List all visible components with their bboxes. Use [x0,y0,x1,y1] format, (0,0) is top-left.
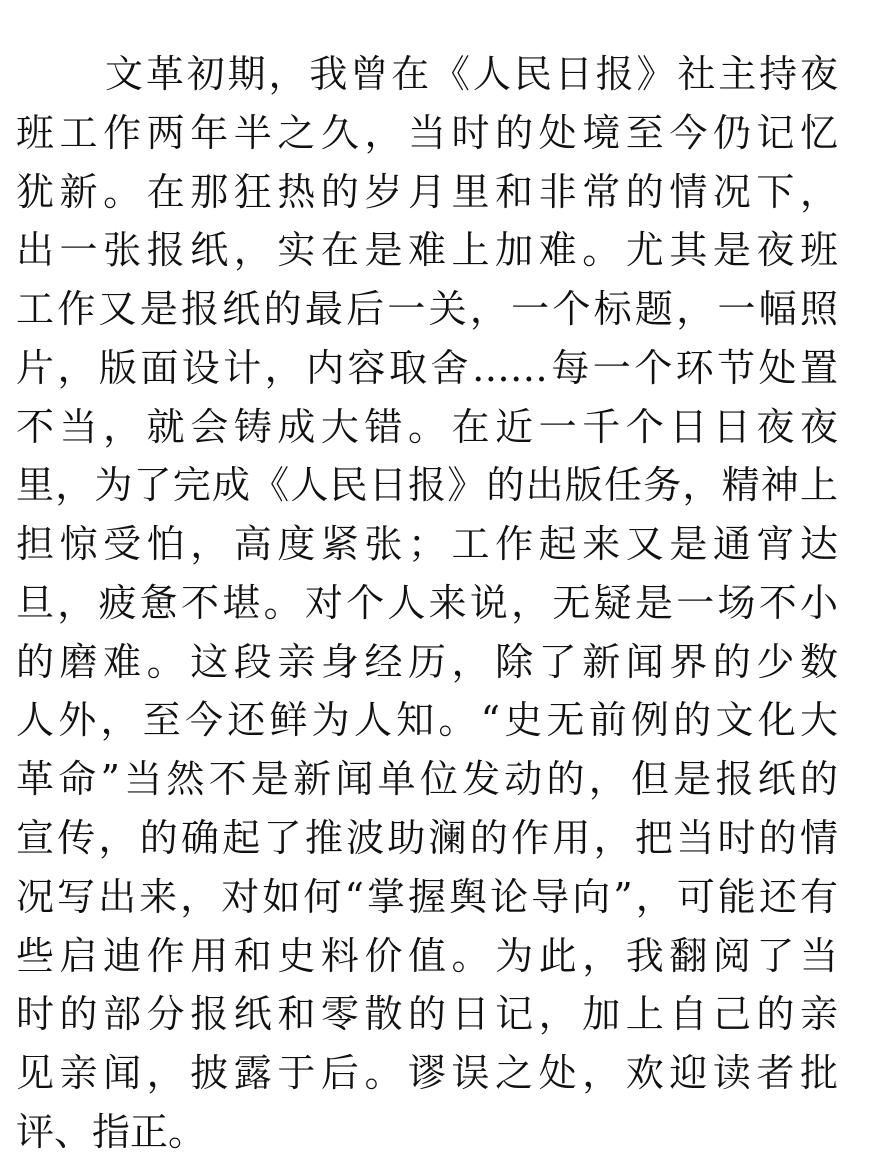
text-line: 班工作两年半之久，当时的处境至今仍记忆 [16,111,838,155]
text-line: 时的部分报纸和零散的日记，加上自己的亲 [16,992,838,1036]
text-line: 出一张报纸，实在是难上加难。尤其是夜班 [16,228,838,272]
text-line: 旦，疲惫不堪。对个人来说，无疑是一场不小 [16,581,838,625]
text-line: 评、指正。 [16,1110,207,1154]
text-line: 见亲闻，披露于后。谬误之处，欢迎读者批 [16,1051,838,1095]
text-line: 宣传，的确起了推波助澜的作用，把当时的情 [16,816,838,860]
text-line: 犹新。在那狂热的岁月里和非常的情况下， [16,170,838,214]
text-line: 工作又是报纸的最后一关，一个标题，一幅照 [16,287,838,331]
text-line: 况写出来，对如何“掌握舆论导向”，可能还有 [16,875,838,919]
text-line: 文革初期，我曾在《人民日报》社主持夜 [105,52,838,96]
text-line: 担惊受怕，高度紧张；工作起来又是通宵达 [16,522,838,566]
text-line: 些启迪作用和史料价值。为此，我翻阅了当 [16,934,838,978]
text-line: 革命”当然不是新闻单位发动的，但是报纸的 [16,757,838,801]
text-line: 不当，就会铸成大错。在近一千个日日夜夜 [16,405,838,449]
text-line: 的磨难。这段亲身经历，除了新闻界的少数 [16,640,838,684]
text-line: 里，为了完成《人民日报》的出版任务，精神上 [16,463,838,507]
text-line: 人外，至今还鲜为人知。“史无前例的文化大 [16,698,838,742]
text-line: 片，版面设计，内容取舍……每一个环节处置 [16,346,838,390]
